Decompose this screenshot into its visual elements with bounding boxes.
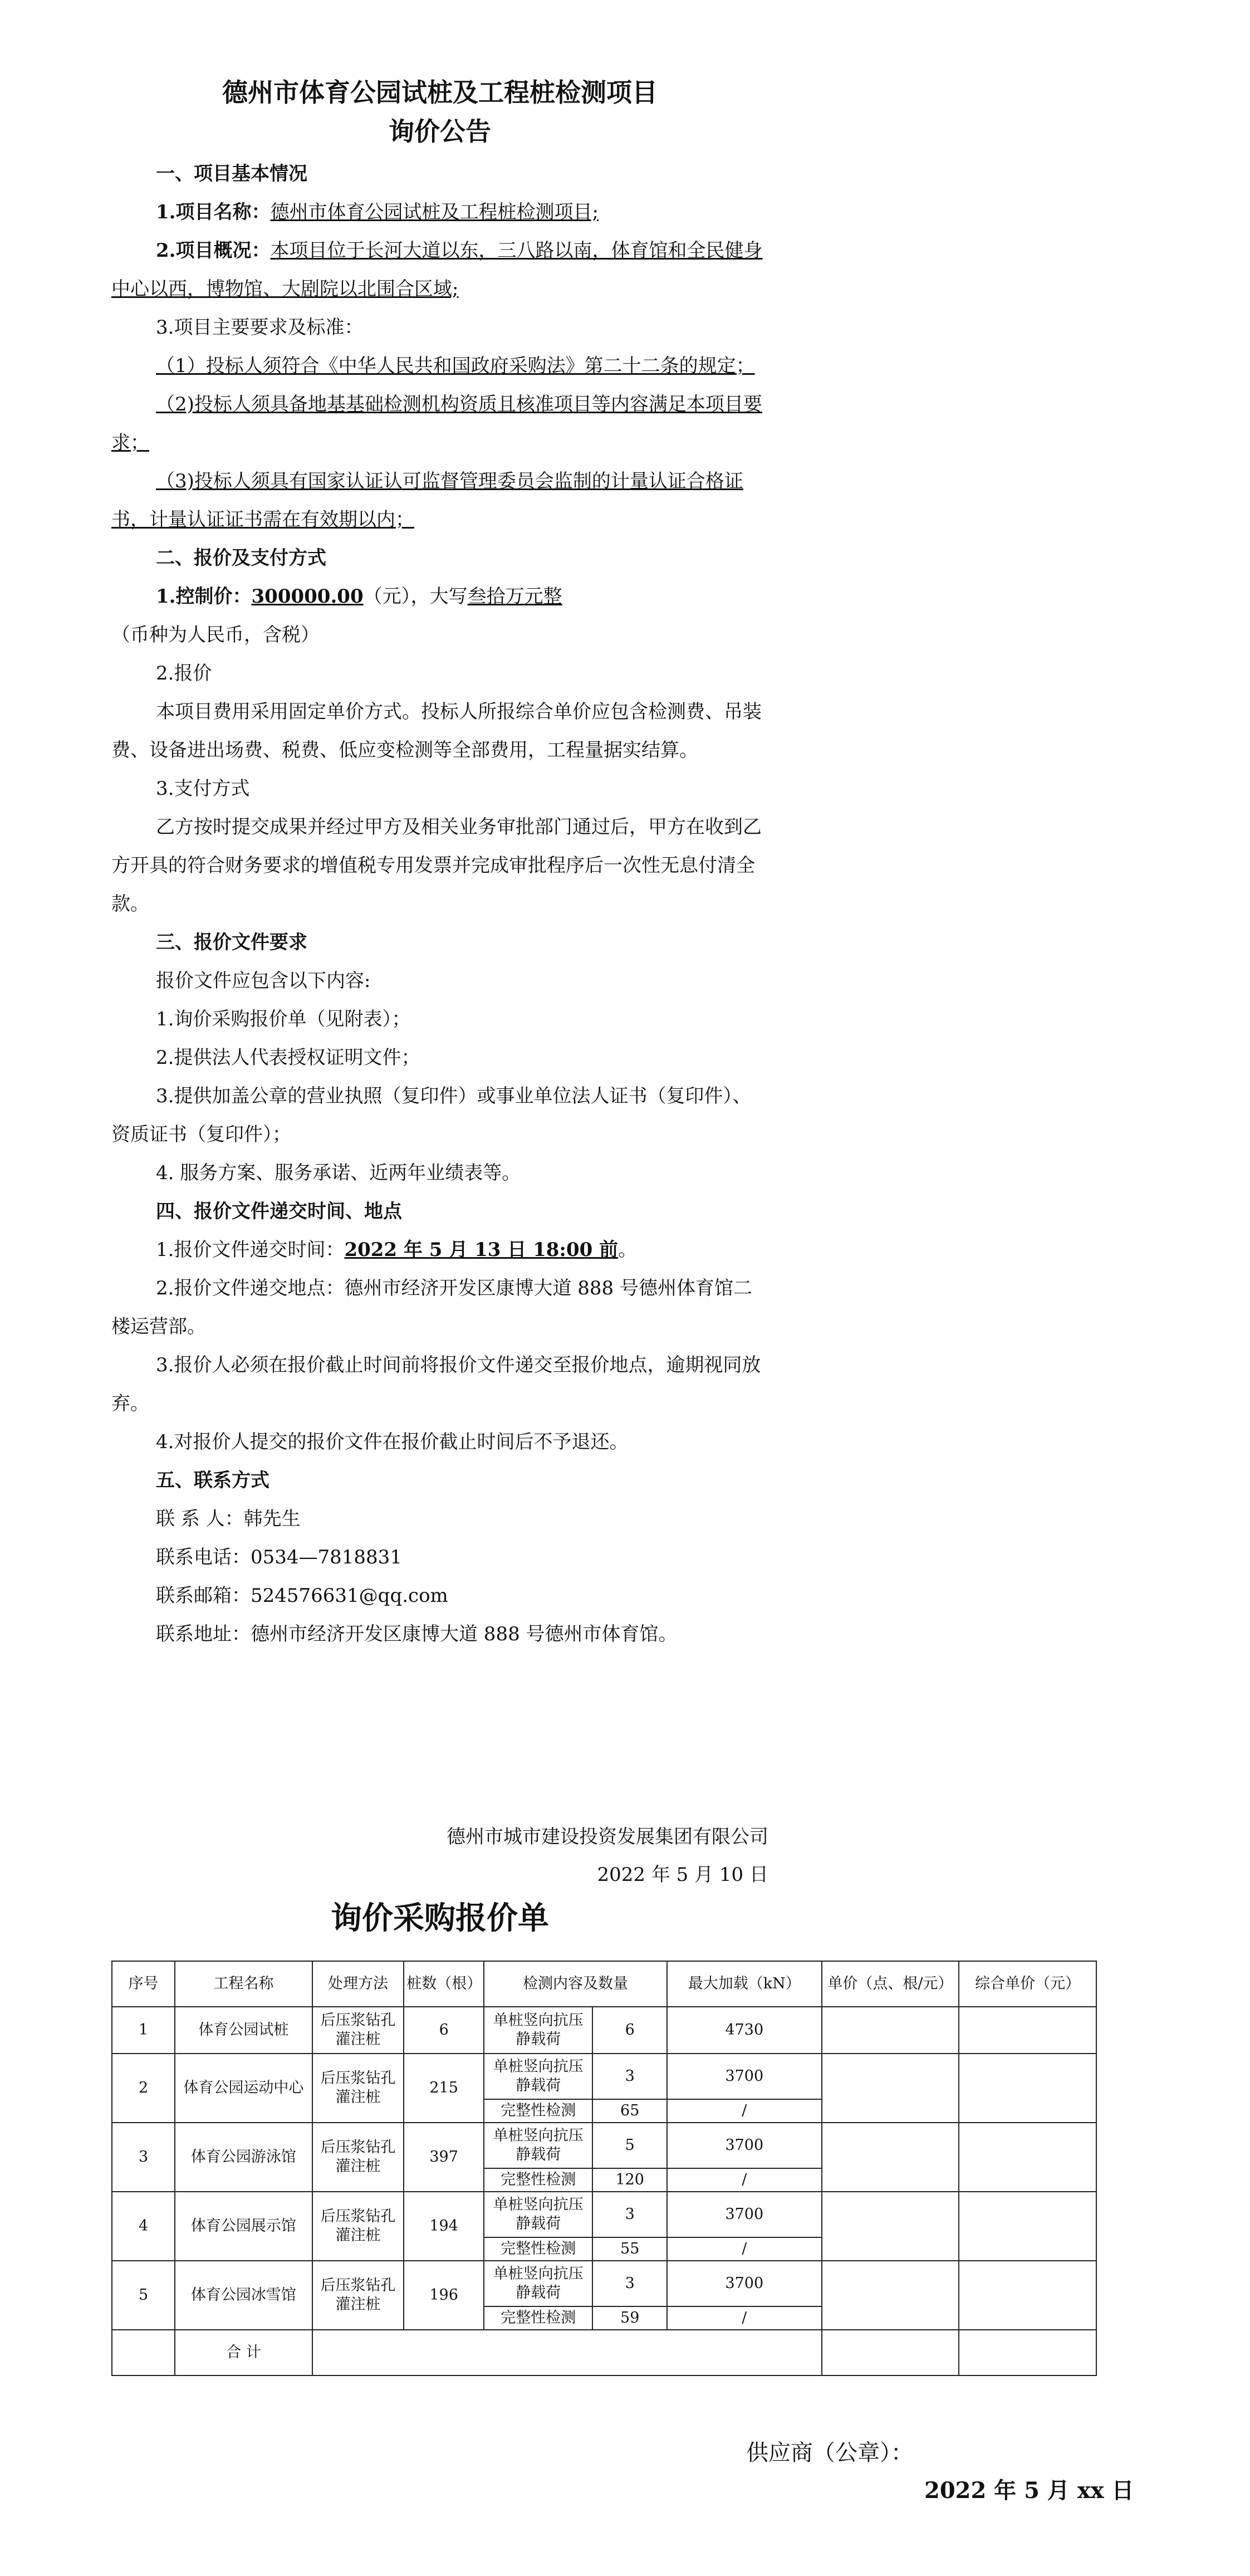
cell-integrity-qty: 120 bbox=[592, 2168, 667, 2192]
supplier-date: 2022 年 5 月 xx 日 bbox=[924, 2477, 1134, 2504]
requirement-2: （2)投标人须具备地基基础检测机构资质且核准项目等内容满足本项目要求； bbox=[111, 393, 762, 454]
cell-unit-price[interactable] bbox=[822, 2123, 959, 2192]
cell-method: 后压浆钻孔灌注桩 bbox=[312, 2123, 404, 2192]
cell-piles: 196 bbox=[404, 2261, 484, 2330]
requirement-1: （1）投标人须符合《中华人民共和国政府采购法》第二十二条的规定； bbox=[156, 355, 755, 377]
cell-method: 后压浆钻孔灌注桩 bbox=[312, 2261, 404, 2330]
doc-title: 德州市体育公园试桩及工程桩检测项目 bbox=[222, 77, 658, 107]
cell-integrity-qty: 65 bbox=[592, 2099, 667, 2123]
cell-piles: 215 bbox=[404, 2054, 484, 2123]
sec3-heading: 三、报价文件要求 bbox=[156, 931, 307, 954]
overview-value: 本项目位于长河大道以东，三八路以南，体育馆和全民健身中心以西，博物馆、大剧院以北围合区域; bbox=[111, 239, 763, 300]
quote-heading: 2.报价 bbox=[156, 662, 212, 685]
cell-no: 5 bbox=[112, 2261, 175, 2330]
cell-total-sum[interactable] bbox=[822, 2330, 959, 2375]
cell-integrity-label: 完整性检测 bbox=[484, 2099, 592, 2123]
cell-no: 1 bbox=[112, 2007, 175, 2054]
cell-load: 3700 bbox=[667, 2123, 822, 2168]
contact-person: 联 系 人：韩先生 bbox=[156, 1508, 301, 1530]
overview-label: 2.项目概况： bbox=[156, 239, 271, 262]
control-price-mid: （元），大写 bbox=[363, 585, 468, 608]
cell-total-price[interactable] bbox=[959, 2261, 1096, 2330]
control-price-label: 1.控制价： bbox=[156, 585, 252, 608]
cell-test: 单桩竖向抗压静载荷 bbox=[484, 2192, 592, 2237]
cell-unit-price[interactable] bbox=[822, 2054, 959, 2123]
cell-qty: 3 bbox=[592, 2261, 667, 2306]
cell-unit-price[interactable] bbox=[822, 2261, 959, 2330]
cell-unit-price[interactable] bbox=[822, 2007, 959, 2054]
sec3-intro: 报价文件应包含以下内容: bbox=[156, 970, 371, 992]
cell-integrity-label: 完整性检测 bbox=[484, 2168, 592, 2192]
cell-method: 后压浆钻孔灌注桩 bbox=[312, 2192, 404, 2261]
sec3-item-4: 4. 服务方案、服务承诺、近两年业绩表等。 bbox=[156, 1162, 521, 1184]
cell-total-label: 合 计 bbox=[175, 2330, 312, 2375]
sec2-heading: 二、报价及支付方式 bbox=[156, 547, 326, 569]
late-rule: 3.报价人必须在报价截止时间前将报价文件递交至报价地点，逾期视同放弃。 bbox=[111, 1354, 761, 1415]
th-load: 最大加载（kN） bbox=[667, 1961, 822, 2007]
cell-qty: 6 bbox=[592, 2007, 667, 2054]
cell-no: 3 bbox=[112, 2123, 175, 2192]
project-name-value: 德州市体育公园试桩及工程桩检测项目; bbox=[270, 201, 599, 223]
cell-no: 2 bbox=[112, 2054, 175, 2123]
cell-load: 3700 bbox=[667, 2054, 822, 2099]
th-total-price: 综合单价（元） bbox=[959, 1961, 1096, 2007]
cell-integrity-label: 完整性检测 bbox=[484, 2306, 592, 2330]
contact-phone: 联系电话：0534—7818831 bbox=[156, 1546, 402, 1568]
cell-total-extra bbox=[959, 2330, 1096, 2375]
cell-name: 体育公园运动中心 bbox=[175, 2054, 312, 2123]
cell-qty: 5 bbox=[592, 2123, 667, 2168]
cell-name: 体育公园展示馆 bbox=[175, 2192, 312, 2261]
th-name: 工程名称 bbox=[175, 1961, 312, 2007]
submit-time-suffix: 。 bbox=[618, 1239, 638, 1261]
cell-integrity-load: / bbox=[667, 2099, 822, 2123]
th-no: 序号 bbox=[112, 1961, 175, 2007]
cell-total-blank-wide bbox=[312, 2330, 822, 2375]
contact-email: 联系邮箱：524576631@qq.com bbox=[156, 1585, 448, 1607]
requirement-3: （3)投标人须具有国家认证认可监督管理委员会监制的计量认证合格证书，计量认证证书需在有效期以内； bbox=[111, 470, 743, 531]
cell-test: 单桩竖向抗压静载荷 bbox=[484, 2123, 592, 2168]
cell-integrity-load: / bbox=[667, 2237, 822, 2261]
cell-method: 后压浆钻孔灌注桩 bbox=[312, 2007, 404, 2054]
quote-table bbox=[111, 1961, 1097, 2376]
sec4-heading: 四、报价文件递交时间、地点 bbox=[156, 1200, 402, 1223]
payment-heading: 3.支付方式 bbox=[156, 778, 250, 800]
control-price-suffix: （币种为人民币，含税） bbox=[111, 624, 320, 646]
cell-piles: 194 bbox=[404, 2192, 484, 2261]
table-row bbox=[112, 2007, 1096, 2054]
table-row bbox=[112, 2261, 1096, 2306]
cell-total-blank bbox=[112, 2330, 175, 2375]
issue-date: 2022 年 5 月 10 日 bbox=[597, 1864, 768, 1886]
sec3-item-1: 1.询价采购报价单（见附表）； bbox=[156, 1008, 411, 1030]
cell-integrity-load: / bbox=[667, 2168, 822, 2192]
th-test: 检测内容及数量 bbox=[484, 1961, 667, 2007]
submit-time-value: 2022 年 5 月 13 日 18:00 前 bbox=[344, 1239, 619, 1261]
table-row bbox=[112, 2192, 1096, 2237]
cell-test: 单桩竖向抗压静载荷 bbox=[484, 2054, 592, 2099]
cell-load: 3700 bbox=[667, 2261, 822, 2306]
cell-total-price[interactable] bbox=[959, 2123, 1096, 2192]
payment-text: 乙方按时提交成果并经过甲方及相关业务审批部门通过后，甲方在收到乙方开具的符合财务要求的增值税专用发票并完成审批程序后一次性无息付清全款。 bbox=[111, 816, 762, 915]
supplier-seal-label: 供应商（公章）： bbox=[746, 2440, 913, 2466]
cell-qty: 3 bbox=[592, 2054, 667, 2099]
cell-method: 后压浆钻孔灌注桩 bbox=[312, 2054, 404, 2123]
sec3-item-2: 2.提供法人代表授权证明文件； bbox=[156, 1047, 420, 1069]
cell-total-price[interactable] bbox=[959, 2054, 1096, 2123]
sec1-heading: 一、项目基本情况 bbox=[156, 163, 307, 185]
cell-load: 3700 bbox=[667, 2192, 822, 2237]
cell-qty: 3 bbox=[592, 2192, 667, 2237]
sec3-item-3: 3.提供加盖公章的营业执照（复印件）或事业单位法人证书（复印件）、资质证书（复印件）； bbox=[111, 1085, 752, 1146]
quote-text: 本项目费用采用固定单价方式。投标人所报综合单价应包含检测费、吊装费、设备进出场费、税费、低应变检测等全部费用，工程量据实结算。 bbox=[111, 701, 762, 761]
table-row bbox=[112, 2123, 1096, 2168]
form-title: 询价采购报价单 bbox=[331, 1900, 549, 1937]
submit-time-label: 1.报价文件递交时间： bbox=[156, 1239, 345, 1261]
th-method: 处理方法 bbox=[312, 1961, 404, 2007]
th-piles: 桩数（根） bbox=[404, 1961, 484, 2007]
cell-total-price[interactable] bbox=[959, 2007, 1096, 2054]
issuer-name: 德州市城市建设投资发展集团有限公司 bbox=[447, 1826, 768, 1848]
requirements-heading: 3.项目主要要求及标准： bbox=[156, 316, 364, 339]
table-total-row bbox=[112, 2330, 1096, 2375]
project-name-label: 1.项目名称： bbox=[156, 201, 271, 223]
cell-name: 体育公园游泳馆 bbox=[175, 2123, 312, 2192]
cell-test: 单桩竖向抗压静载荷 bbox=[484, 2007, 592, 2054]
cell-piles: 397 bbox=[404, 2123, 484, 2192]
cell-integrity-qty: 55 bbox=[592, 2237, 667, 2261]
cell-name: 体育公园冰雪馆 bbox=[175, 2261, 312, 2330]
cell-test: 单桩竖向抗压静载荷 bbox=[484, 2261, 592, 2306]
cell-integrity-load: / bbox=[667, 2306, 822, 2330]
cell-name: 体育公园试桩 bbox=[175, 2007, 312, 2054]
cell-unit-price[interactable] bbox=[822, 2192, 959, 2261]
submit-place: 2.报价文件递交地点：德州市经济开发区康博大道 888 号德州体育馆二楼运营部。 bbox=[111, 1277, 752, 1338]
cell-piles: 6 bbox=[404, 2007, 484, 2054]
control-price-upper: 叁拾万元整 bbox=[467, 585, 562, 608]
no-return-rule: 4.对报价人提交的报价文件在报价截止时间后不予退还。 bbox=[156, 1431, 629, 1453]
table-header-row bbox=[112, 1961, 1096, 2007]
sec5-heading: 五、联系方式 bbox=[156, 1469, 269, 1492]
control-price-value: 300000.00 bbox=[251, 585, 364, 608]
cell-integrity-label: 完整性检测 bbox=[484, 2237, 592, 2261]
th-unit-price: 单价（点、根/元） bbox=[822, 1961, 959, 2007]
contact-address: 联系地址：德州市经济开发区康博大道 888 号德州市体育馆。 bbox=[156, 1623, 678, 1645]
doc-subtitle: 询价公告 bbox=[389, 116, 491, 146]
cell-total-price[interactable] bbox=[959, 2192, 1096, 2261]
cell-load: 4730 bbox=[667, 2007, 822, 2054]
announcement-body bbox=[111, 155, 768, 1654]
cell-no: 4 bbox=[112, 2192, 175, 2261]
cell-integrity-qty: 59 bbox=[592, 2306, 667, 2330]
table-row bbox=[112, 2054, 1096, 2099]
